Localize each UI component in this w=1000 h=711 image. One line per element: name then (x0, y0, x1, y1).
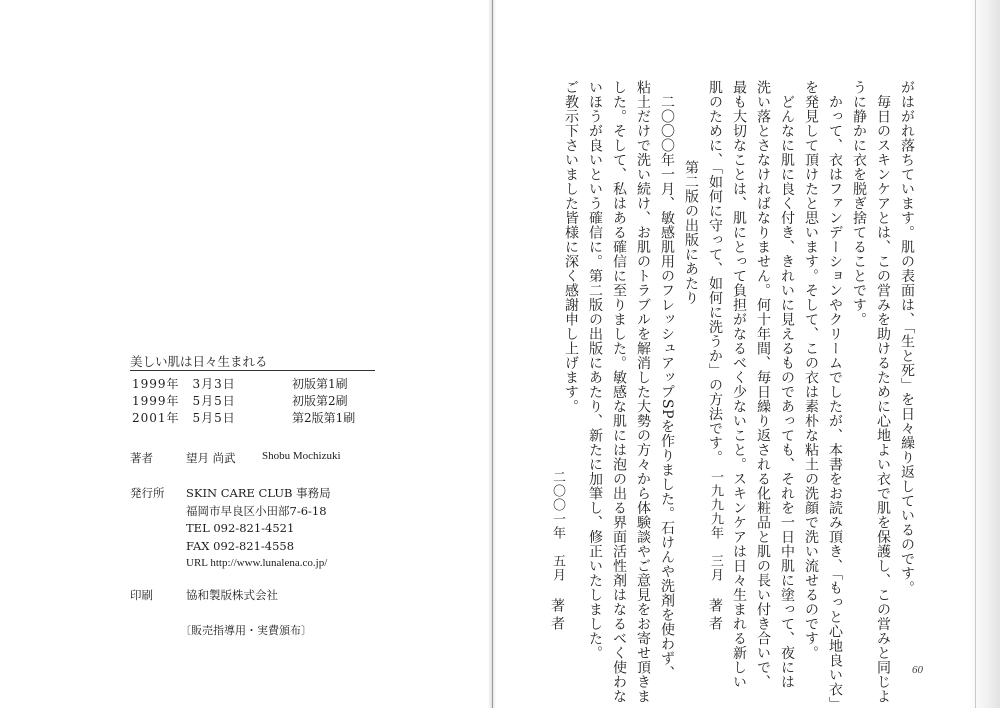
publisher-url: URL http://www.lunalena.co.jp/ (186, 557, 328, 569)
edition-date: 2001年 5月5日 (132, 411, 236, 425)
publisher-address: 福岡市早良区小田部7-6-18 (186, 504, 327, 518)
edition-date: 1999年 5月5日 (132, 394, 236, 408)
second-edition-date: 二〇〇一年 五月 (550, 470, 565, 582)
second-edition-heading: 第二版の出版にあたり (683, 160, 699, 305)
page-number: 60 (912, 664, 923, 676)
text-column: うに静かに衣を脱ぎ捨てることです。 (851, 80, 867, 327)
page-edge-line (975, 0, 976, 708)
publisher-tel: TEL 092-821-4521 (186, 521, 295, 535)
book-title: 美しい肌は日々生まれる (130, 354, 268, 369)
text-column: 粘土だけで洗い続け、お肌のトラブルを解消した大勢の方々から体験談やご意見をお寄せ頂きま (635, 80, 651, 704)
text-column: を発見して頂けたと思います。そして、この衣は素朴な粘土の洗顔で洗い流せるのです。 (803, 80, 819, 660)
edition-date: 1999年 3月3日 (132, 377, 236, 391)
text-column: ご教示下さいました皆様に深く感謝申し上げます。 (563, 80, 579, 414)
printer-name: 協和製版株式会社 (186, 588, 278, 602)
text-column: どんなに肌に良く付き、きれいに見えるものであっても、それを一日中肌に塗って、夜には (779, 80, 795, 689)
text-column: がはがれ落ちています。肌の表面は、「生と死」を日々繰り返しているのです。 (899, 80, 915, 595)
text-column: かって、衣はファンデーションやクリームでしたが、本書をお読み頂き、「もっと心地良い衣」 (827, 80, 843, 711)
author-romaji: Shobu Mochizuki (262, 450, 341, 462)
publisher-name: SKIN CARE CLUB 事務局 (186, 486, 331, 500)
page-edge-shadow (968, 0, 1000, 708)
printer-label: 印刷 (130, 588, 153, 602)
text-column: 最も大切なことは、肌にとって負担がなるべく少ないこと。スキンケアは日々生まれる新しい (731, 80, 747, 689)
author-name: 望月 尚武 (186, 451, 236, 465)
title-divider (130, 370, 375, 371)
gutter-fold-line (492, 0, 493, 708)
text-column: 二〇〇〇年一月、敏感肌用のフレッシュアップSPを作りました。石けんや洗剤を使わず、 (659, 80, 675, 681)
edition-note: 初版第1刷 (292, 377, 348, 391)
preface-signature: 著者 (707, 598, 723, 634)
edition-note: 第2版第1刷 (292, 411, 356, 425)
preface-date: 一九九九年 三月 (708, 470, 723, 582)
author-label: 著者 (130, 451, 153, 465)
publisher-fax: FAX 092-821-4558 (186, 539, 295, 553)
text-column: いほうが良いという確信に。第二版の出版にあたり、新たに加筆し、修正いたしました。 (587, 80, 603, 660)
text-column: した。そして、私はある確信に至りました。敏感な肌には泡の出る界面活性剤はなるべく使わな (611, 80, 627, 704)
text-column: 毎日のスキンケアとは、この営みを助けるために心地よい衣で肌を保護し、この営みと同じよ (875, 80, 891, 704)
text-column: 洗い落とさなければなりません。何十年間、毎日繰り返される化粧品と肌の長い付き合いで、 (755, 80, 771, 689)
publisher-label: 発行所 (130, 486, 165, 500)
second-edition-signature: 著者 (549, 598, 565, 634)
distribution-note: 〔販売指導用・実費頒布〕 (180, 624, 312, 637)
edition-note: 初版第2刷 (292, 394, 348, 408)
text-column: 肌のために、「如何に守って、如何に洗うか」の方法です。 (707, 80, 723, 465)
